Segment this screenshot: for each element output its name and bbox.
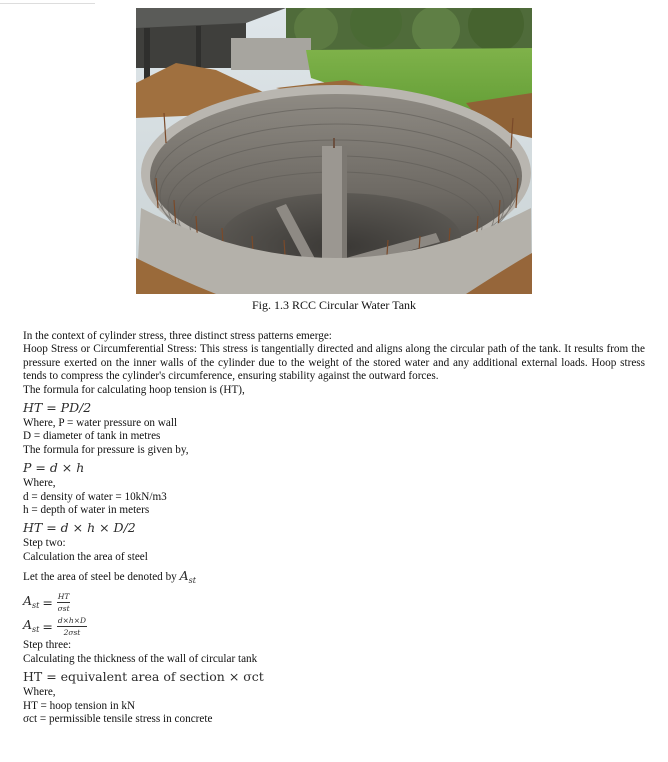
figure-caption: Fig. 1.3 RCC Circular Water Tank <box>251 298 417 312</box>
body-text <box>23 330 645 726</box>
steel-area-intro <box>23 567 645 589</box>
ast-lhs-1 <box>23 594 39 612</box>
steel-area-intro-text: Let the area of steel be denoted by <box>23 571 180 584</box>
step-two-label: Step two: <box>23 537 66 550</box>
fraction-denominator: σst <box>57 604 70 614</box>
ast-subscript: st <box>32 624 40 634</box>
ast-letter: A <box>179 568 189 584</box>
hoop-tension-definition: HT = hoop tension in kN <box>23 699 136 712</box>
fraction-numerator: HT <box>57 592 70 602</box>
fraction-ht-over-sst <box>57 592 71 613</box>
step-three-description: Calculating the thickness of the wall of circular tank <box>23 652 258 665</box>
where-label-2: Where, <box>23 686 56 699</box>
equation-hoop-tension: HT = PD/2 <box>23 400 92 416</box>
where-label: Where, <box>23 477 56 490</box>
ast-letter: A <box>23 616 33 632</box>
step-three-label: Step three: <box>23 639 72 652</box>
page-top-rule <box>0 0 95 4</box>
equation-steel-area-2 <box>23 616 645 637</box>
diameter-definition: D = diameter of tank in metres <box>23 430 161 443</box>
ast-subscript: st <box>188 576 196 586</box>
depth-definition: h = depth of water in meters <box>23 504 150 517</box>
density-definition: d = density of water = 10kN/m3 <box>23 490 167 503</box>
ast-subscript: st <box>32 600 40 610</box>
hoop-stress-paragraph: Hoop Stress or Circumferential Stress: This stress is tangentially directed and aligns along the circular path of the tank. It results from the pressure exerted on the inner walls of the cylinder due to the weight of the stored water and any additional external loads. Hoop stress tends to compress the cylinder's circumference, ensuring stability against the outward forces. <box>23 343 645 383</box>
fraction-denominator: 2σst <box>63 628 81 638</box>
step-two-description: Calculation the area of steel <box>23 550 148 563</box>
tensile-stress-definition: σct = permissible tensile stress in concrete <box>23 712 213 725</box>
pressure-intro: The formula for pressure is given by, <box>23 443 189 456</box>
hoop-formula-intro: The formula for calculating hoop tension is (HT), <box>23 383 245 396</box>
where-pressure: Where, P = water pressure on wall <box>23 417 178 430</box>
equals-sign: = <box>42 595 53 611</box>
equation-hoop-tension-expanded: HT = d × h × D/2 <box>23 520 136 536</box>
tank-photo <box>136 8 532 294</box>
equals-sign: = <box>42 619 53 635</box>
equation-wall-thickness: HT = equivalent area of section × σct <box>23 669 264 685</box>
fraction-numerator: d×h×D <box>57 616 87 626</box>
ast-symbol <box>179 568 196 586</box>
intro-text: In the context of cylinder stress, three distinct stress patterns emerge: <box>23 330 332 342</box>
equation-pressure: P = d × h <box>23 460 85 476</box>
equation-steel-area-1 <box>23 592 645 613</box>
ast-letter: A <box>23 592 33 608</box>
fraction-dhd-over-2sst <box>57 616 87 637</box>
ast-lhs-2 <box>23 618 39 636</box>
